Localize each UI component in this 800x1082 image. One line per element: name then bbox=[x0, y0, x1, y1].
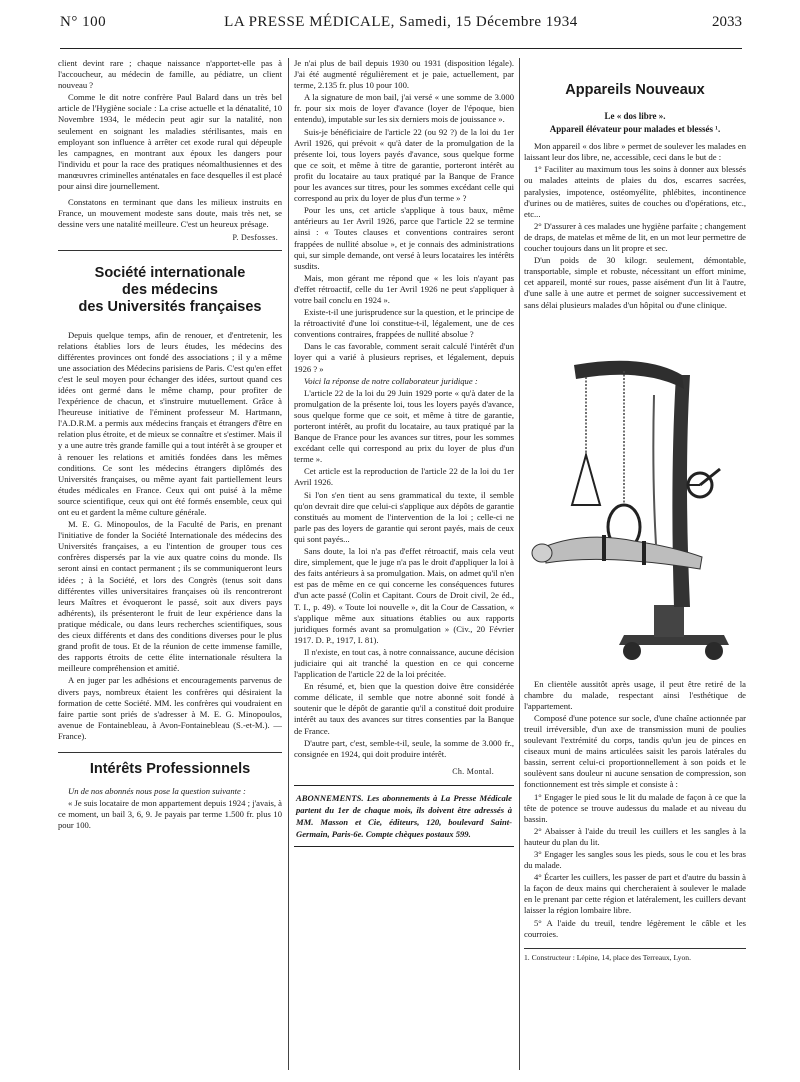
footnote: 1. Constructeur : Lépine, 14, place des Terreaux, Lyon. bbox=[524, 948, 746, 963]
paragraph: Dans le cas favorable, comment serait calculé l'intérêt d'un loyer qui a varié à plusieurs reprises, et légalement, depuis 1926 ? » bbox=[294, 341, 514, 374]
paragraph: Je n'ai plus de bail depuis 1930 ou 1931 (disposition légale). J'ai été augmenté régulièrement et je paie, actuellement, par terme, 2.135 fr. plus 10 pour 100. bbox=[294, 58, 514, 91]
paragraph: « Je suis locataire de mon appartement depuis 1924 ; j'avais, à ce moment, un bail 3, 6, 9. Je payais par terme 1.500 fr. plus 10 pour 100. bbox=[58, 798, 282, 831]
signature: Ch. Montal. bbox=[452, 766, 494, 776]
answer-lead: Voici la réponse de notre collaborateur juridique : bbox=[304, 375, 478, 386]
paragraph: 2° Abaisser à l'aide du treuil les cuillers et les sangles à la hauteur du plan du lit. bbox=[524, 825, 746, 847]
paragraph: Comme le dit notre confrère Paul Balard dans un très bel article de l'Hygiène sociale : La crise actuelle et la dénatalité, 10 Novembre 1934, le médecin peut agir sur la natalité, non seulement en soignant les maladies stérilisantes, mais en employant son influence à arrêter cet exode rural qui dépeuple les campagnes, en montrant aux époux les dangers pour l'individu et pour la race des pratiques néomalthusiennes et des manœuvres criminelles anténatales en face desquelles il est placé pour ainsi dire journellement. bbox=[58, 92, 282, 192]
page-header bbox=[60, 12, 742, 49]
paragraph: Mon appareil « dos libre » permet de soulever les malades en laissant leur dos libre, ne, accessible, ceci dans le but de : bbox=[524, 141, 746, 163]
section-rule bbox=[58, 752, 282, 753]
paragraph: 2° D'assurer à ces malades une hygiène parfaite ; changement de draps, de matelas et même de lit, en un mot leur permettre de coucher toujours dans un lit propre et sec. bbox=[524, 220, 746, 254]
lift-apparatus-illustration bbox=[524, 335, 746, 665]
column-middle bbox=[294, 58, 514, 1070]
paragraph: 3° Engager les sangles sous les pieds, sous le cou et les bras du malade. bbox=[524, 849, 746, 871]
paragraph: En clientèle aussitôt après usage, il peut être retiré de la chambre du malade, respectant ainsi l'esthétique de l'appartement. bbox=[524, 678, 746, 711]
paragraph: Sans doute, la loi n'a pas d'effet rétroactif, mais cela veut dire, simplement, que le juge n'a pas le droit d'appliquer la loi à des faits antérieurs à sa promulgation. Mais, on admet qu'il n'en est pas de même en ce qui concerne les conséquences futures d'un acte passé (Colin et Capitant. Cours de Droit civil, 2e éd., T. I., p. 49). « Toute loi nouvelle », dit la Cour de Cassation, « s'applique même aux situations établies ou aux rapports juridiques formés avant sa promulgation » (Civ., 20 Février 1917. D. P., 1917, I. 81). bbox=[294, 546, 514, 645]
paragraph: 5° A l'aide du treuil, tendre légèrement le câble et les courroies. bbox=[524, 917, 746, 939]
paragraph: Si l'on s'en tient au sens grammatical du texte, il semble qu'on devrait dire que celui-ci s'applique aux dépôts de garantie constitués au moment de l'intervention de la loi ; celle-ci ne parle pas des loyers de garantie qui seront payés, mais de ceux qui sont payés... bbox=[294, 489, 514, 544]
paragraph: A la signature de mon bail, j'ai versé « une somme de 3.000 fr. pour six mois de loyer d'avance (loyer de l'époque, bien entendu), imputable sur les six derniers mois de jouissance ». bbox=[294, 92, 514, 125]
paragraph: Cet article est la reproduction de l'article 22 de la loi du 1er Avril 1926. bbox=[294, 466, 514, 488]
paragraph: Existe-t-il une jurisprudence sur la question, et le principe de la rétroactivité d'une loi constitue-t-il, légalement, une de ces conventions contraires, frappées de nullité absolue ? bbox=[294, 307, 514, 340]
apparatus-drawing bbox=[524, 335, 746, 665]
paragraph: Suis-je bénéficiaire de l'article 22 (ou 92 ?) de la loi du 1er Avril 1926, qui prévoit « qu'à dater de la promulgation de la présente loi, tous loyers payés d'avance, sous quelque forme que ce soit, et même à titre de garantie, porteront intérêt au profit du locataire au taux pratiqué par la Banque de France pour les avances sur titres, pour les sommes excédant celle qui correspond au prix du loyer de plus d'un terme » ? bbox=[294, 126, 514, 204]
column-left bbox=[58, 58, 282, 1070]
subscriptions-notice: ABONNEMENTS. Les abonnements à La Presse Médicale partent du 1er de chaque mois, ils doivent être adressés à MM. Masson et Cie, éditeurs, 120, boulevard Saint-Germain, Paris-6e. Compte chèques postaux 599. bbox=[294, 785, 514, 847]
paragraph: M. E. G. Minopoulos, de la Faculté de Paris, en prenant l'initiative de fonder la Société Internationale des médecins des Universités françaises, a eu l'intention de grouper tous ces confrères dispersés par la vie aux quatre coins du monde. Ils seront ainsi en contact permanent ; ils se communiqueront leurs idées ; à la Société, et lors des Congrès (tenus soit dans différentes villes universitaires françaises où ils rencontreront leurs Maîtres et évoqueront le passé, soit aux divers pays adhérents), ils présenteront le fruit de leur expérience dans la pratique médicale, ou dans leurs recherches scientifiques, sous des cieux différents et dans des conditions diverses pour le plus grand profit de tous. Et de la réunion de cette immense famille, des rapports étroits de cette élite internationale résultera la meilleure compréhension et amitié. bbox=[58, 519, 282, 674]
page-number: 2033 bbox=[712, 14, 742, 30]
paragraph: Mais, mon gérant me répond que « les lois n'ayant pas d'effet rétroactif, celle du 1er Avril 1926 ne peut s'appliquer à votre bail conclu en 1924 ». bbox=[294, 272, 514, 305]
column-right bbox=[524, 58, 746, 1070]
paragraph: D'autre part, c'est, semble-t-il, seule, la somme de 3.000 fr., consignée en 1924, qui doit produire intérêt. bbox=[294, 737, 514, 759]
column-divider-2 bbox=[519, 58, 520, 1070]
column-divider-1 bbox=[288, 58, 289, 1070]
paragraph: 4° Écarter les cuillers, les passer de part et d'autre du bassin à la façon de deux mains qui chercheraient à soulever le malade en le prenant par cette région et latéralement, les cuillers devant laisser la région lombaire libre. bbox=[524, 872, 746, 916]
paragraph: D'un poids de 30 kilogr. seulement, démontable, transportable, simple et robuste, nécessitant un effort minime, cet appareil, monté sur roues, passe aisément d'un lit à l'autre, d'une salle à une autre et permet de soigner successivement et sans délai plusieurs malades d'un hôpital ou d'une clinique. bbox=[524, 255, 746, 310]
paragraph: Composé d'une potence sur socle, d'une chaîne actionnée par treuil irréversible, d'un axe de transmission muni de poulies soulevant l'extrémité du corps, tandis qu'un jeu de pinces en ciseaux muni de mains articulées saisit les parois latérales du bassin, serrent celui-ci proportionnellement à son poids et le soulèvent sans douleur ni aucune sensation de compression, son fonctionnement est très simple et consiste à : bbox=[524, 712, 746, 790]
article-subtitle-2: Appareil élévateur pour malades et blessés ¹. bbox=[549, 124, 721, 135]
paragraph: A en juger par les adhésions et encouragements parvenus de divers pays, nombreux étaient les confrères qui désiraient la formation de cette Société. MM. les confrères qui voudraient en faire partie sont priés de s'adresser à M. E. G. Minopoulos, avenue de Fontainebleau, à Avon-Fontainebleau (S.-et-M.). — France). bbox=[58, 675, 282, 741]
issue-number: N° 100 bbox=[60, 14, 107, 30]
article-subtitle: Le « dos libre ». bbox=[604, 111, 666, 121]
paragraph: 1° Faciliter au maximum tous les soins à donner aux blessés ou malades atteints de plaies du dos, escarres sacrées, paralysies, impotence, ostéomyélite, phlébites, incontinence d'urines ou de matières, suites de couches ou d'opérations, etc., etc... bbox=[524, 164, 746, 219]
section-title-appareils: Appareils Nouveaux bbox=[565, 82, 705, 98]
paragraph: En résumé, et, bien que la question doive être considérée comme délicate, il semble que notre abonné soit fondé à soutenir que le dépôt de garantie qu'il a constitué doit produire intérêt au taux des avances sur titres consenties par la Banque de France. bbox=[294, 681, 514, 736]
paragraph: L'article 22 de la loi du 29 Juin 1929 porte « qu'à dater de la promulgation de la présente loi, tous les loyers payés d'avance, sous quelque forme que ce soit, et même à titre de garantie, porteront intérêt, au profit du locataire, au taux pratiqué par la Banque de France pour les avances sur titres, pour les sommes excédant celle qui correspond au prix du loyer de plus d'un terme ». bbox=[294, 387, 514, 465]
paragraph: Constatons en terminant que dans les milieux instruits en France, un mouvement modeste sans doute, mais très net, se dessine vers une natalité meilleure. C'est un heureux présage. bbox=[58, 197, 282, 230]
question-lead: Un de nos abonnés nous pose la question suivante : bbox=[68, 785, 246, 796]
paragraph: 1° Engager le pied sous le lit du malade de façon à ce que la tête de potence se trouve audessus du malade et au niveau du bassin. bbox=[524, 791, 746, 824]
paragraph: client devint rare ; chaque naissance n'apportet-elle pas à l'accoucheur, au médecin de famille, au pédiatre, un client nouveau ? bbox=[58, 58, 282, 91]
paragraph: Pour les uns, cet article s'applique à tous baux, même antérieurs au 1er Avril 1926, parce que l'article 22 se termine ainsi : « Toutes clauses et conventions contraires seront frappées de nullité absolue », et je connais des administrations qui, sur simple demande, ont versé à leurs locataires les intérêts susdits. bbox=[294, 205, 514, 271]
paragraph: Depuis quelque temps, afin de renouer, et d'entretenir, les relations établies lors de leurs études, les médecins des différentes provinces ont fondé des associations ; il y a même une association des Médecins parisiens de Paris. C'est qu'en effet c'est le seul moyen pour échanger des idées, surtout quand ces idées ont germé dans le même champ, pour profiter de l'expérience de chacun, et s'instruire mutuellement. Grâce à l'heureuse initiative de l'éminent professeur M. Hartmann, l'A.D.R.M. a permis aux médecins français et étrangers d'être en relation plus étroite, et de mieux se connaître et s'estimer. Mais il y a une autre très grande famille qui a tout intérêt à se grouper et à renouer les relations et amitiés fondées dans les mêmes conditions. Ce sont les médecins étrangers diplômés des Universités françaises, ou même ayant fait partiellement leurs études médicales en France. Ceux qui ont puisé à la même source scientifique, ceux qui ont été formés ensemble, ceux qui ont eu et gardent la même culture générale. bbox=[58, 329, 282, 517]
section-title-interets: Intérêts Professionnels bbox=[89, 760, 251, 777]
signature: P. Desfosses. bbox=[232, 233, 278, 243]
section-title-societe: Société internationale des médecins des Universités françaises bbox=[78, 264, 262, 315]
paragraph: Il n'existe, en tout cas, à notre connaissance, aucune décision judiciaire qui ait tranché la question en ce qui concerne l'application de l'article 22 de la loi précitée. bbox=[294, 646, 514, 680]
masthead-title: LA PRESSE MÉDICALE, Samedi, 15 Décembre 1934 bbox=[224, 14, 578, 30]
section-rule bbox=[58, 250, 282, 251]
